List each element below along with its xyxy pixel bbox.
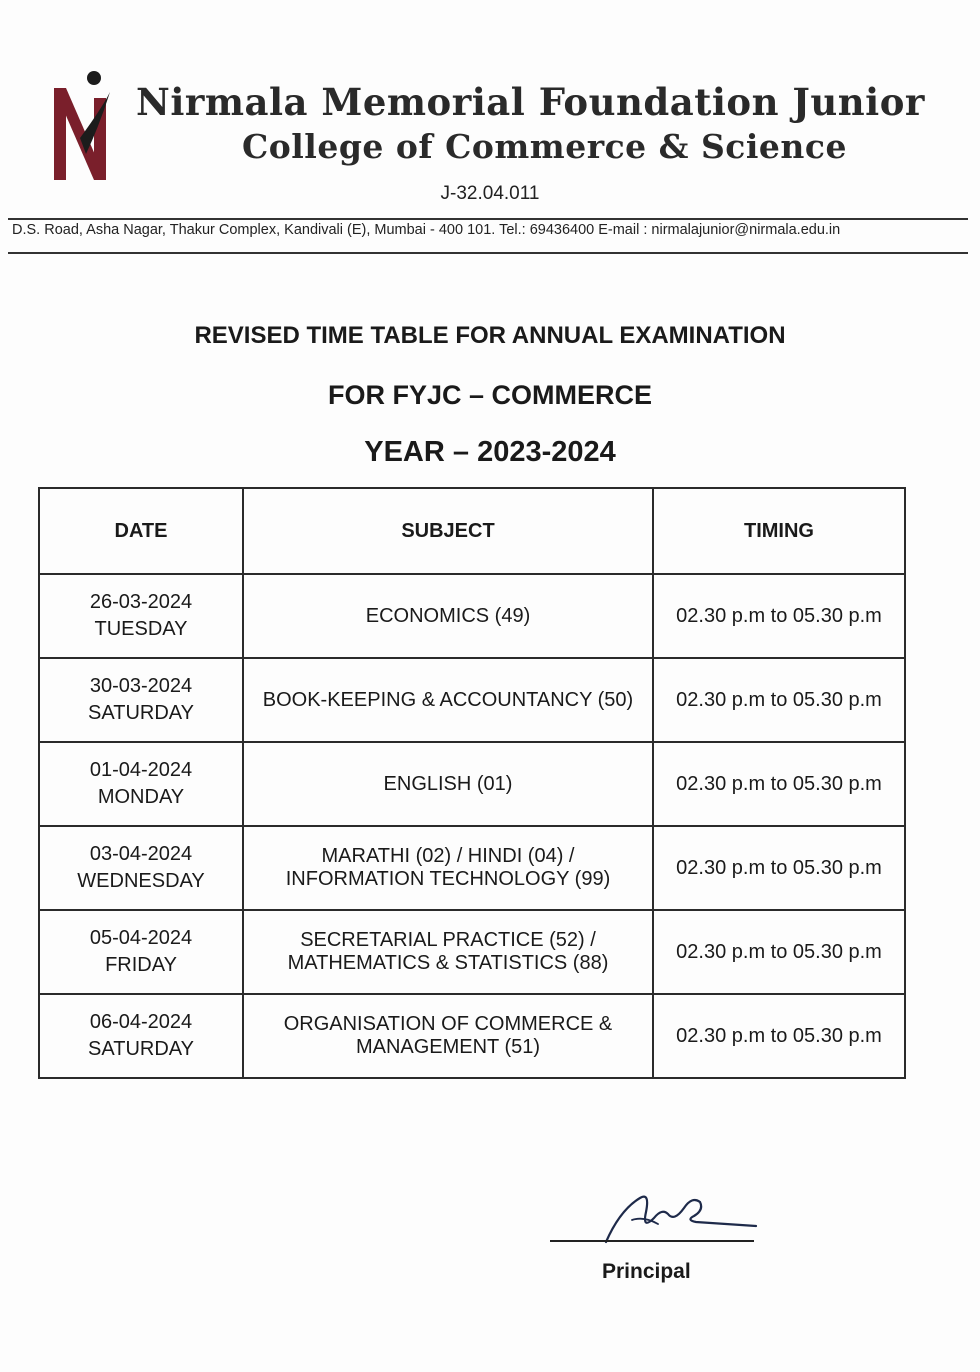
letterhead-divider-top: [8, 218, 968, 220]
stream-heading: FOR FYJC – COMMERCE: [327, 380, 653, 410]
header-timing: TIMING: [653, 488, 905, 574]
subject-cell: MARATHI (02) / HINDI (04) / INFORMATION TECHNOLOGY (99): [243, 826, 653, 910]
date-cell: [39, 994, 243, 1078]
header-date: DATE: [39, 488, 243, 574]
subject-cell: ECONOMICS (49): [243, 574, 653, 658]
date-cell: [39, 658, 243, 742]
exam-day: WEDNESDAY: [77, 870, 205, 892]
table-row: [39, 994, 905, 1078]
header-subject: SUBJECT: [243, 488, 653, 574]
date-cell: [39, 910, 243, 994]
timing-cell: 02.30 p.m to 05.30 p.m: [653, 910, 905, 994]
table-row: [39, 826, 905, 910]
date-cell: [39, 742, 243, 826]
table-row: [39, 574, 905, 658]
exam-day: TUESDAY: [94, 618, 188, 640]
subject-cell: SECRETARIAL PRACTICE (52) / MATHEMATICS & STATISTICS (88): [243, 910, 653, 994]
exam-day: SATURDAY: [88, 1038, 194, 1060]
signature-line: [550, 1240, 754, 1242]
exam-date: 03-04-2024: [89, 843, 193, 865]
letterhead-divider-bottom: [8, 252, 968, 254]
exam-day: SATURDAY: [88, 702, 194, 724]
document-title: REVISED TIME TABLE FOR ANNUAL EXAMINATION: [194, 322, 786, 349]
table-header-row: [39, 488, 905, 574]
exam-date: 06-04-2024: [89, 1011, 193, 1033]
exam-date: 30-03-2024: [89, 675, 193, 697]
exam-day: MONDAY: [97, 786, 185, 808]
table-row: [39, 742, 905, 826]
exam-date: 26-03-2024: [89, 591, 193, 613]
timing-cell: 02.30 p.m to 05.30 p.m: [653, 994, 905, 1078]
exam-day: FRIDAY: [105, 954, 177, 976]
table-row: [39, 658, 905, 742]
subject-cell: ORGANISATION OF COMMERCE & MANAGEMENT (51): [243, 994, 653, 1078]
college-code: J-32.04.011: [440, 183, 540, 204]
table-row: [39, 910, 905, 994]
signatory-label: Principal: [602, 1260, 691, 1283]
college-subtitle: College of Commerce & Science: [242, 127, 847, 166]
timing-cell: 02.30 p.m to 05.30 p.m: [653, 574, 905, 658]
exam-timetable: [38, 487, 906, 1079]
year-heading: YEAR – 2023-2024: [364, 436, 616, 468]
timing-cell: 02.30 p.m to 05.30 p.m: [653, 742, 905, 826]
date-cell: [39, 826, 243, 910]
college-name: Nirmala Memorial Foundation Junior: [136, 80, 925, 124]
subject-cell: ENGLISH (01): [243, 742, 653, 826]
subject-cell: BOOK-KEEPING & ACCOUNTANCY (50): [243, 658, 653, 742]
exam-date: 01-04-2024: [89, 759, 193, 781]
college-logo-icon: [50, 68, 120, 190]
timing-cell: 02.30 p.m to 05.30 p.m: [653, 658, 905, 742]
exam-date: 05-04-2024: [89, 927, 193, 949]
college-address: D.S. Road, Asha Nagar, Thakur Complex, Kandivali (E), Mumbai - 400 101. Tel.: 69436400 E-mail : nirmalajunior@nirmala.edu.in: [12, 222, 841, 238]
timing-cell: 02.30 p.m to 05.30 p.m: [653, 826, 905, 910]
date-cell: [39, 574, 243, 658]
